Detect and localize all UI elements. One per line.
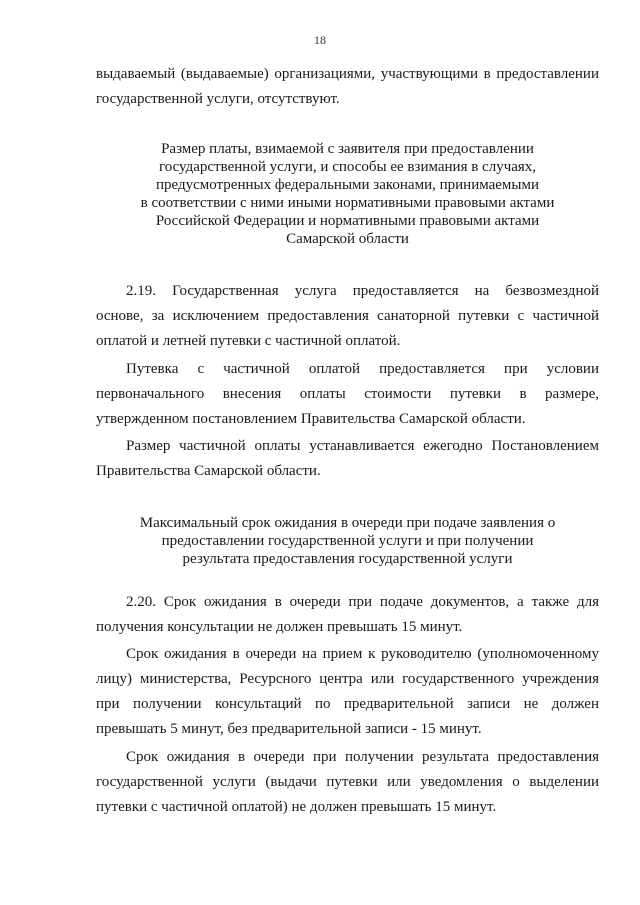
paragraph-putevka — [96, 357, 599, 432]
para-razmer-line-2: Правительства Самарской области. — [96, 463, 321, 479]
para-razmer-line-1: Размер частичной оплаты устанавливается ежегодно Постановлением — [126, 438, 599, 454]
heading-fee-line-3: предусмотренных федеральными законами, принимаемыми — [155, 177, 540, 193]
heading-queue-line-2: предоставлении государственной услуги и при получении — [161, 533, 534, 549]
intro-line-1: выдаваемый (выдаваемые) организациями, участвующими в предоставлении — [96, 66, 599, 82]
heading-fee-line-1: Размер платы, взимаемой с заявителя при предоставлении — [161, 141, 534, 157]
heading-queue-line-3: результата предоставления государственной услуги — [182, 551, 513, 567]
para-2-20-line-2: получения консультации не должен превышать 15 минут. — [96, 619, 463, 635]
para-putevka-line-3: утвержденном постановлением Правительства Самарской области. — [96, 411, 526, 427]
heading-queue-line-1: Максимальный срок ожидания в очереди при подаче заявления о — [139, 515, 556, 531]
section-heading-fee — [120, 140, 575, 248]
paragraph-razmer — [96, 434, 599, 484]
page-number: 18 — [314, 33, 326, 47]
para-srok2-line-2: государственной услуги (выдачи путевки или уведомления о выделении — [96, 774, 599, 790]
paragraph-srok-2 — [96, 745, 599, 820]
heading-fee-line-4: в соответствии с ними иными нормативными правовыми актами — [140, 195, 555, 211]
heading-fee-line-2: государственной услуги, и способы ее взимания в случаях, — [158, 159, 537, 175]
paragraph-srok-1 — [96, 642, 599, 742]
para-srok1-line-2: лицу) министерства, Ресурсного центра или государственного учреждения — [96, 671, 599, 687]
intro-paragraph — [96, 62, 599, 112]
para-2-19-line-2: основе, за исключением предоставления санаторной путевки с частичной — [96, 308, 599, 324]
para-2-20-line-1: 2.20. Срок ожидания в очереди при подаче документов, а также для — [126, 594, 599, 610]
heading-fee-line-5: Российской Федерации и нормативными правовыми актами — [155, 213, 540, 229]
para-srok2-line-1: Срок ожидания в очереди при получении результата предоставления — [126, 749, 599, 765]
paragraph-2-19 — [96, 279, 599, 354]
section-heading-queue — [120, 514, 575, 568]
para-putevka-line-2: первоначального внесения оплаты стоимости путевки в размере, — [96, 386, 599, 402]
para-srok1-line-1: Срок ожидания в очереди на прием к руководителю (уполномоченному — [126, 646, 599, 662]
para-srok2-line-3: путевки с частичной оплатой) не должен превышать 15 минут. — [96, 799, 497, 815]
para-srok1-line-4: превышать 5 минут, без предварительной записи - 15 минут. — [96, 721, 482, 737]
para-2-19-line-3: оплатой и летней путевки с частичной оплатой. — [96, 333, 401, 349]
intro-line-2: государственной услуги, отсутствуют. — [96, 91, 340, 107]
heading-fee-line-6: Самарской области — [286, 231, 409, 247]
para-srok1-line-3: при получении консультаций по предварительной записи не должен — [96, 696, 599, 712]
para-putevka-line-1: Путевка с частичной оплатой предоставляется при условии — [126, 361, 599, 377]
para-2-19-line-1: 2.19. Государственная услуга предоставляется на безвозмездной — [126, 283, 599, 299]
paragraph-2-20 — [96, 590, 599, 640]
